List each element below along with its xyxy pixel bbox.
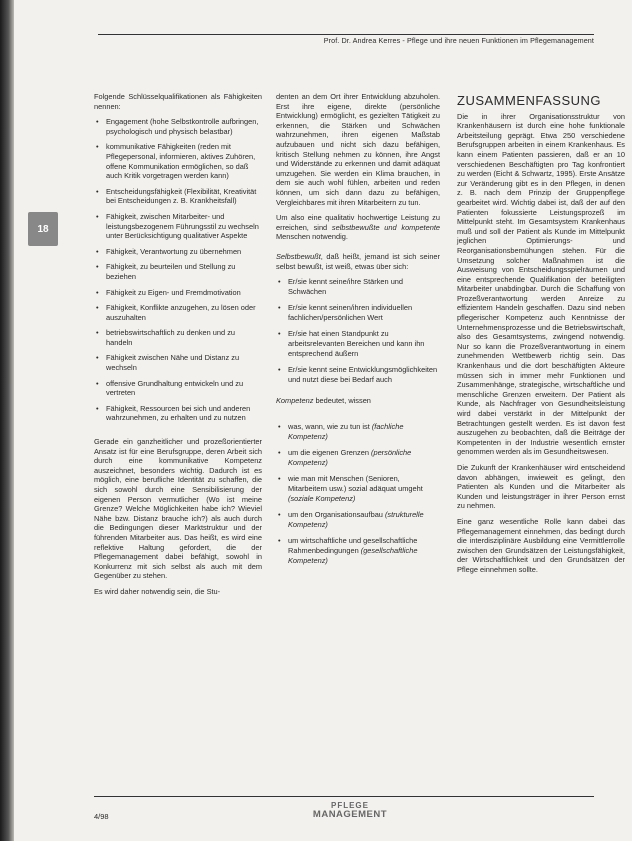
list-item: • Entscheidungsfähigkeit (Flexibilität, Kreativität bei Entscheidungen z. B. Krankheitsfall) (106, 187, 262, 206)
competence-list (276, 422, 440, 565)
list-item: • offensive Grundhaltung entwickeln und zu vertreten (106, 379, 262, 398)
emphasis: (gesellschaftliche Kompetenz) (288, 545, 418, 565)
column-left (94, 92, 262, 603)
text-run: um den Organisationsaufbau (288, 510, 385, 520)
book-spine-shadow (0, 0, 14, 841)
header-rule (98, 34, 594, 35)
body-paragraph: Es wird daher notwendig sein, die Stu- (94, 586, 221, 596)
list-item: • Fähigkeit, Ressourcen bei sich und anderen wahrzunehmen, zu erhalten und zu nutzen (106, 404, 262, 423)
list-item: • Fähigkeit, zwischen Mitarbeiter- und leistungsbezogenem Führungsstil zu wechseln unter Berücksichtigung qualitativer Aspekte (106, 212, 262, 241)
list-item (288, 448, 440, 467)
text-run: Um also eine qualitativ hochwertige Leistung zu erreichen, sind (276, 213, 440, 232)
body-paragraph: Die Zukunft der Krankenhäuser wird entscheidend davon abhängen, inwieweit es gelingt, den Patienten als Kunden und die Mitarbeiter als Kunden und leistungsträger in ihrer Person ernst zu nehmen. (457, 462, 625, 511)
list-item (288, 474, 440, 503)
body-paragraph: Die in ihrer Organisationsstruktur von Krankenhäusern ist durch eine hohe funktionale Arbeitsteilung geprägt. Etwa 250 verschiedene Berufsgruppen arbeiten in einem Krankenhaus. Es kann einem Patienten passieren, daß er an 10 verschiedenen Beschäftigten pro Tag konfrontiert zu werden (Eicht & Schwartz, 1995). Erste Ansätze zur Veränderung gibt es in den Pflegen, in denen z. B. nach dem Prinzip der Gruppenpflege gearbeitet wird. Wichtig dabei ist, daß der auf den Patienten fokussierte Leistungsprozeß im Mittelpunkt steht. Im Gesamtsystem Krankenhaus muß und soll der Patient als Kunde im Mittelpunkt jeglichen Optimierungs- und Reorganisationsbemühungen stehen. Für die Umsetzung solcher Maßnahmen ist die Ausweisung von Entscheidungsspielräumen und eine entsprechende Qualifikation der beteiligten Mitarbeiter unabdingbar. Durch die Schaffung von Prozeßverantwortung werden Anreize zu effizientem Handeln geschaffen. Dazu sind neben pflegerischer Kompetenz auch Kenntnisse der Unternehmensprozesse und die Betriebswirtschaft, also des Gesamtsystems, zwingend notwendig. Nur so kann die Prozeßverantwortung in einem zunehmenden Wettbewerb richtig sein. Das Krankenhaus und die dort beschäftigten Akteure müssen sich in immer mehr Funktionen und Zusammenhänge, strategische, wirtschaftliche und menschliche Grenzen erweitern. Der Patient als Kunde, als Nachfrager von Gesundheitsleistung wird dabei verstärkt in der Mittelpunkt der Betrachtungen gestellt werden. Es ist davon fest auszugehen zu beobachten, daß die Beiträge der Kompetenten in der Industrie wesentlich ernster genommen werden als im Gesundheitswesen. (457, 111, 625, 457)
footer-rule (94, 796, 594, 797)
section-heading: ZUSAMMENFASSUNG (457, 93, 602, 108)
column-middle (276, 92, 440, 572)
text-run: , daß heißt, jemand ist sich seiner selbst bewußt, ist weiß, etwas über sich: (276, 251, 440, 271)
emphasis: (soziale Kompetenz) (288, 493, 356, 503)
body-paragraph: denten an dem Ort ihrer Entwicklung abzuholen. Erst ihre eigene, direkte (persönliche Entwicklung) ermöglicht, es gezielten Tätigkeit zu erkennen, die Stärken und Schwächen wahrzunehmen, ihren eigenen Maßstab aufzubauen und nicht sich dazu befähigen, kritisch Stellung nehmen zu können, ihre Angst und Widerstände zu erkennen und damit adäquat umzugehen. Sie werden ein Klima brauchen, in dem sie auch wohl fühlen, arbeiten und reden können, um sich dann dazu zu befähigen, Vergleichbares mit ihren Mitarbeitern zu tun. (276, 92, 440, 207)
body-paragraph: Gerade ein ganzheitlicher und prozeßorientierter Ansatz ist für eine Berufsgruppe, deren Arbeit sich durch eine kommunikative Kompetenz auszeichnet, besonders wichtig. Dadurch ist es möglich, eine berufliche Identität zu schaffen, die sich sowohl durch eine Sensibilisierung der eigenen Person vermutlicher (Wo ist meine Grenze? Welche Möglichkeiten habe ich? Wieviel Nähe bzw. Distanz brauche ich?) als auch durch die Bedingungen dieser Marktstruktur und der führenden Mitarbeiter aus. Das heißt, es wird eine reflektive Haltung gefordert, die der Pflegemanagement dabei befähigt, sowohl in Konkurrenz mit sich selbst als auch mit dem Gegenüber zu stehen. (94, 437, 262, 581)
list-item: • Fähigkeit, Verantwortung zu übernehmen (106, 247, 262, 257)
magazine-logo (296, 801, 404, 820)
qualification-list (94, 117, 262, 423)
emphasis: Kompetenz (276, 396, 314, 406)
body-paragraph (276, 396, 440, 406)
text-run: bedeutet, wissen (313, 396, 371, 406)
emphasis: (persönliche Kompetenz) (288, 448, 412, 467)
body-paragraph (276, 213, 440, 242)
list-item (288, 536, 440, 565)
list-item: • Fähigkeit, Konflikte anzugehen, zu lösen oder auszuhalten (106, 303, 262, 322)
list-item: • kommunikative Fähigkeiten (reden mit Pflegepersonal, informieren, aktives Zuhören, offene Kommunikation ermöglichen, so daß auch Kritik vorgetragen werden kann) (106, 142, 262, 180)
list-item (288, 510, 440, 529)
issue-number: 4/98 (94, 812, 109, 821)
self-awareness-list (276, 277, 440, 384)
emphasis: Selbstbewußt (276, 251, 321, 261)
text-run: um wirtschaftliche und gesellschaftliche Rahmenbedingungen (288, 536, 418, 555)
list-item: • Engagement (hohe Selbstkontrolle aufbringen, psychologisch und physisch belastbar) (106, 117, 262, 136)
list-item: • Fähigkeit zwischen Nähe und Distanz zu wechseln (106, 353, 262, 372)
text-run: um die eigenen Grenzen (288, 448, 371, 458)
text-run: Menschen notwendig. (276, 232, 348, 242)
page-tab: 18 (28, 212, 58, 246)
body-paragraph (276, 252, 440, 271)
list-item: • Er/sie hat einen Standpunkt zu arbeitsrelevanten Bereichen und kann ihn entsprechend äußern (288, 329, 440, 358)
text-run: was, wann, wie zu tun ist (288, 422, 372, 432)
logo-line-2: MANAGEMENT (312, 809, 388, 820)
intro-paragraph: Folgende Schlüsselqualifikationen als Fähigkeiten nennen: (94, 92, 262, 111)
list-item: • Er/sie kennt seinen/ihren individuellen fachlichen/persönlichen Wert (288, 303, 440, 322)
list-item: • Fähigkeit zu Eigen- und Fremdmotivation (106, 288, 262, 298)
body-paragraph: Eine ganz wesentliche Rolle kann dabei das Pflegemanagement einnehmen, das bedingt durch die interdisziplinäre Ausbildung eine Vermittlerrolle zwischen den Grundsätzen der Leistungsfähigkeit, der Wirtschaftlichkeit und den Grundsätzen der Pflege einnehmen sollte. (457, 516, 625, 574)
list-item: • Er/sie kennt seine Entwicklungsmöglichkeiten und nutzt diese bei Bedarf auch (288, 365, 440, 384)
list-item: • Fähigkeit, zu beurteilen und Stellung zu beziehen (106, 262, 262, 281)
list-item: • betriebswirtschaftlich zu denken und zu handeln (106, 328, 262, 347)
list-item: • Er/sie kennt seine/ihre Stärken und Schwächen (288, 277, 440, 296)
emphasis: (fachliche Kompetenz) (288, 422, 404, 441)
logo-line-1: PFLEGE (330, 801, 369, 810)
column-right (457, 93, 625, 581)
running-header: Prof. Dr. Andrea Kerres - Pflege und ihre neuen Funktionen im Pflegemanagement (323, 36, 594, 45)
emphasis: selbstbewußte und kompetente (331, 222, 440, 232)
list-item (288, 422, 440, 441)
text-run: wie man mit Menschen (Senioren, Mitarbeitern usw.) sozial adäquat umgeht (288, 474, 423, 493)
emphasis: (strukturelle Kompetenz) (288, 510, 424, 529)
